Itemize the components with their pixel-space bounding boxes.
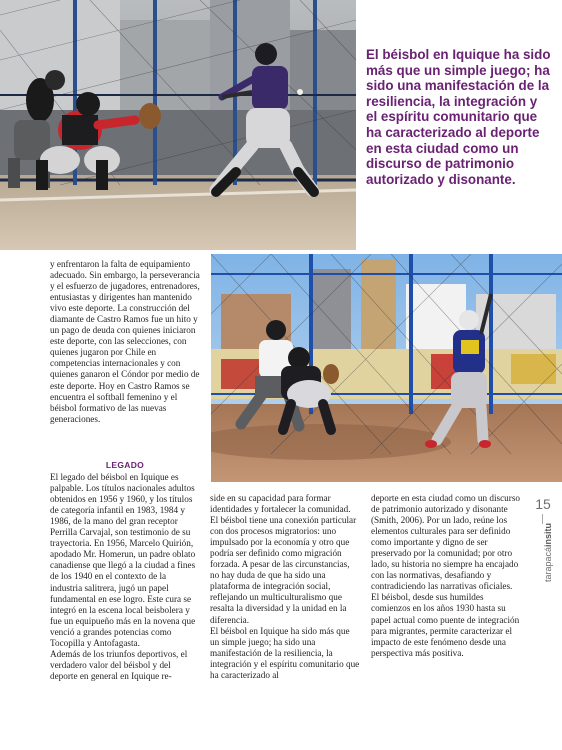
- paragraph: El legado del béisbol en Iquique es palpable. Los títulos nacionales adultos obtenidos en 1956 y 1960, y los títulos de categoría infantil en 1983, 1984 y 1986, de la mano del gran receptor Perrilla Carvajal, son testimonio de su trayectoria. En 1956, Marcelo Quirión, apodado Mr. Homerun, un padre oblato canadiense que llegó a la ciudad a fines de los 1940 en el contexto de la industria salitrera, jugó un papel fundamental en ese logro. Este cura se integró en la escena local beisbolera y fue un equipueño más en la novena que venció a grandes potencias como Tocopilla y Antofagasta.: [50, 472, 196, 648]
- paragraph: Además de los triunfos deportivos, el verdadero valor del béisbol y del deporte en general en Iquique re-: [50, 648, 188, 681]
- masthead-bold: insitu: [543, 522, 553, 547]
- paragraph: side en su capacidad para formar identidades y fortalecer la comunidad. El béisbol tiene una conexión particular con dos procesos migratorios: uno impulsado por la economía y otro que podría ser definido como migración forzada. A pesar de las circunstancias, no hay duda de que ha sido una plataforma de integración social, reflejando un multiculturalismo que resalta la diversidad y la unidad en la diferencia.: [210, 493, 357, 625]
- column-1: [50, 460, 200, 682]
- column-2: [210, 493, 360, 681]
- pull-quote: El béisbol en Iquique ha sido más que un simple juego; ha sido una manifestación de la resiliencia, la integración y el espíritu comunitario que ha caracterizado al deporte en esta ciudad como un discurso de patrimonio autorizado y disonante.: [366, 47, 551, 187]
- paragraph: y enfrentaron la falta de equipamiento adecuado. Sin embargo, la perseverancia y el esfuerzo de jugadores, entrenadores, entusiastas y dirigentes han mantenido vivo este deporte. La construcción del diamante de Castro Ramos fue un hito y un pago de deuda con quienes iniciaron este deporte, con las selecciones, con quienes jugaron por Chile en competencias internacionales y con quienes ganaron el Cóndor por medio de este deporte. Hoy en Castro Ramos se encuentra el softball femenino y el béisbol formativo de las nuevas generaciones.: [50, 259, 200, 424]
- masthead-light: tarapacá: [543, 546, 553, 582]
- photo-batter-catcher-umpire: [0, 0, 356, 250]
- section-heading: LEGADO: [105, 460, 145, 470]
- photo-batter-catcher-field: [211, 254, 562, 482]
- paragraph: El béisbol en Iquique ha sido más que un simple juego; ha sido una manifestación de la resiliencia, la integración y el espíritu comunitario que ha caracterizado al: [210, 625, 360, 680]
- column-3: [371, 493, 521, 659]
- paragraph: deporte en esta ciudad como un discurso de patrimonio autorizado y disonante (Smith, 2006). Por un lado, reúne los elementos culturales para ser definido como importante y digno de ser preservado por la comunidad; por otro lado, su historia no siempre ha encajado con las normativas, desafiando y contradiciendo las narrativas oficiales. El béisbol, desde sus humildes comienzos en los años 1930 hasta su papel actual como puente de integración para migrantes, permite caracterizar el impacto de este fenómeno desde una perspectiva más positiva.: [371, 493, 520, 658]
- magazine-masthead: [543, 523, 553, 582]
- page-number: 15: [535, 496, 551, 512]
- column-1-upper: [50, 259, 200, 425]
